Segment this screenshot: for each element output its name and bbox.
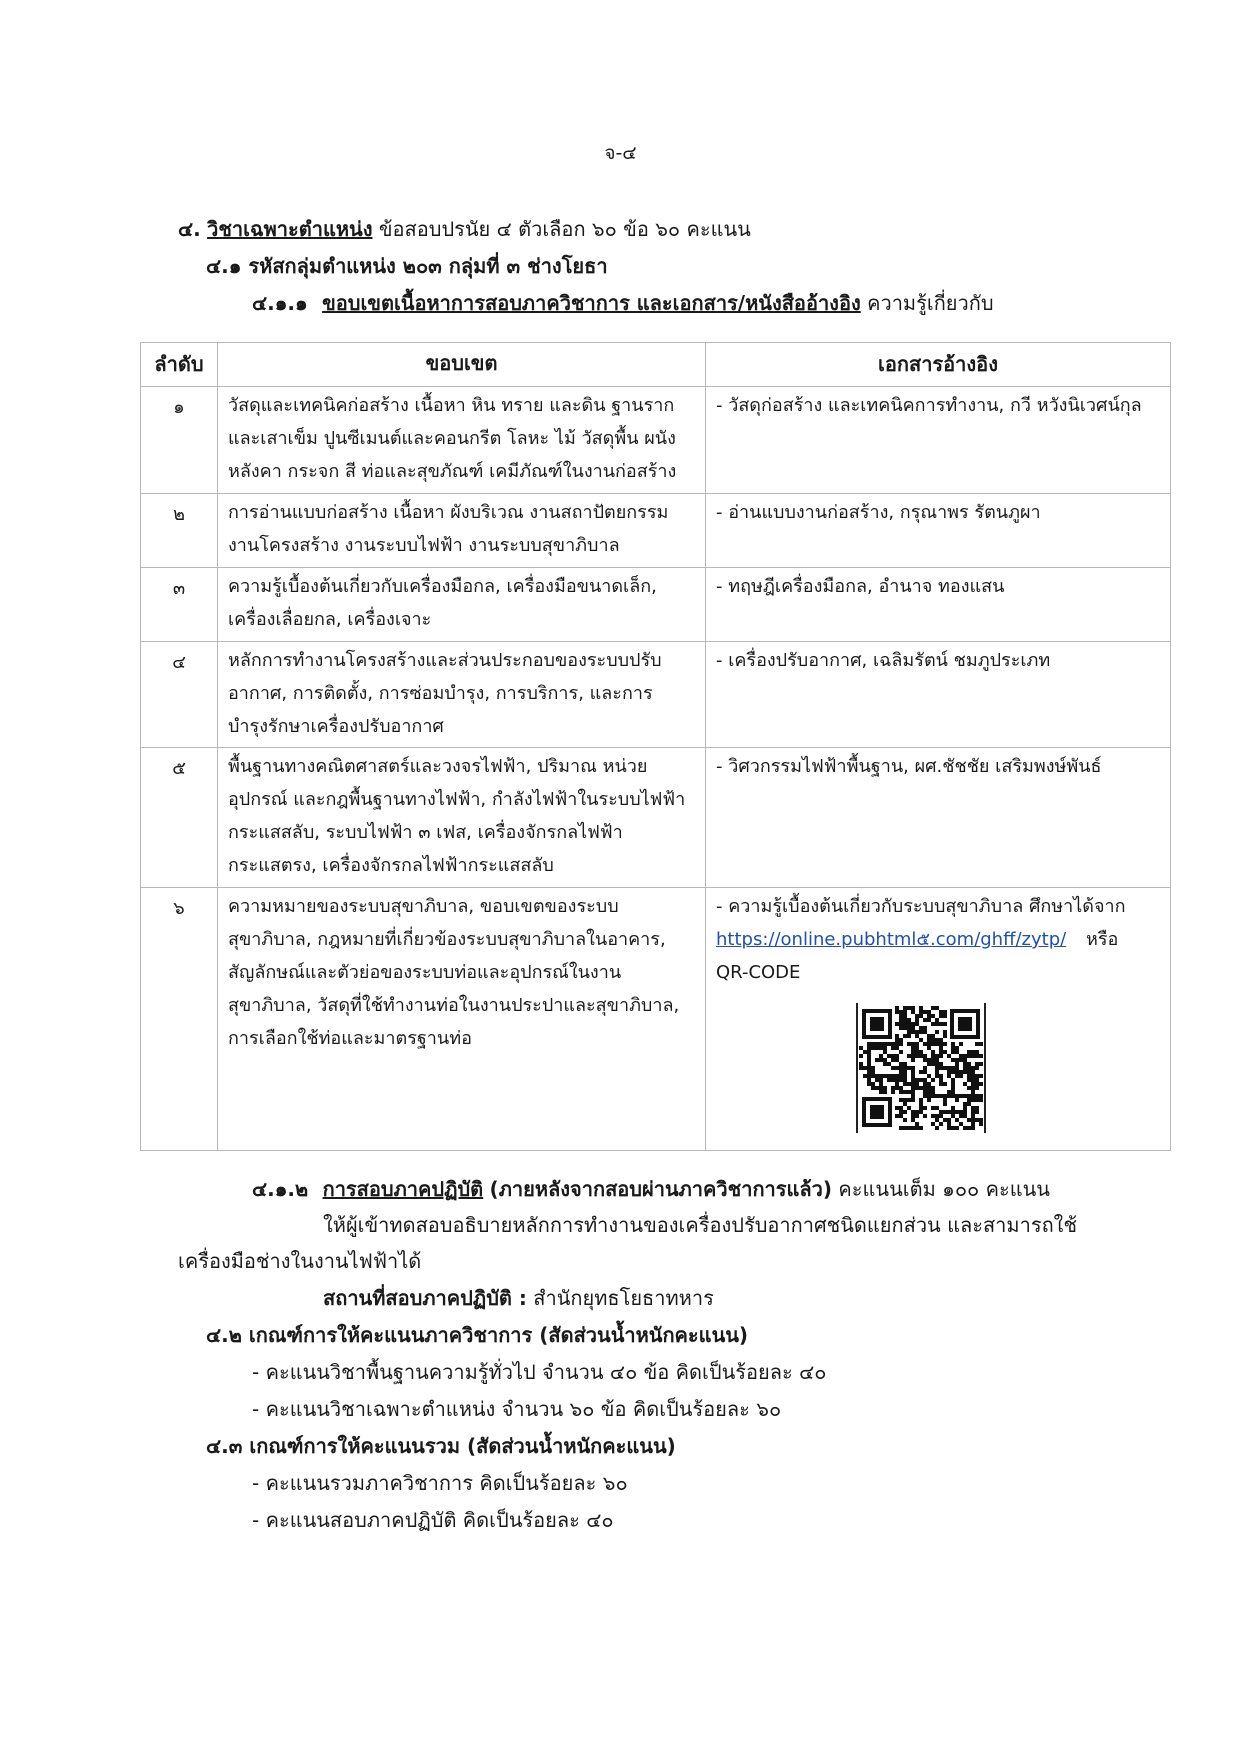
scope-line: หลังคา กระจก สี ท่อและสุขภัณฑ์ เคมีภัณฑ์ในงานก่อสร้าง — [228, 461, 677, 482]
scope-line: การอ่านแบบก่อสร้าง เนื้อหา ผังบริเวณ งานสถาปัตยกรรม — [228, 502, 669, 523]
row-index: ๓ — [141, 568, 218, 642]
row-scope — [218, 568, 706, 642]
section-411-title: ขอบเขตเนื้อหาการสอบภาควิชาการ และเอกสาร/หนังสืออ้างอิง — [322, 291, 861, 315]
scope-line: วัสดุและเทคนิคก่อสร้าง เนื้อหา หิน ทราย และดิน ฐานราก — [228, 395, 675, 416]
scope-line: อุปกรณ์ และกฎพื้นฐานทางไฟฟ้า, กำลังไฟฟ้าในระบบไฟฟ้า — [228, 789, 686, 810]
scope-table — [140, 342, 1171, 1151]
row-index: ๑ — [141, 387, 218, 494]
section-42-item: - คะแนนวิชาเฉพาะตำแหน่ง จำนวน ๖๐ ข้อ คิดเป็นร้อยละ ๖๐ — [252, 1397, 782, 1421]
scope-line: งานโครงสร้าง งานระบบไฟฟ้า งานระบบสุขาภิบาล — [228, 535, 620, 556]
reference-line: - อ่านแบบงานก่อสร้าง, กรุณาพร รัตนภูผา — [716, 502, 1041, 523]
scope-line: และเสาเข็ม ปูนซีเมนต์และคอนกรีต โลหะ ไม้ วัสดุพื้น ผนัง — [228, 428, 676, 449]
row-reference — [706, 568, 1171, 642]
reference-link-line — [716, 923, 1160, 956]
section-411-heading — [252, 289, 994, 317]
section-411-suffix: ความรู้เกี่ยวกับ — [867, 291, 994, 315]
reference-line: - วัสดุก่อสร้าง และเทคนิคการทำงาน, กวี หวังนิเวศน์กุล — [716, 395, 1142, 416]
row-index: ๖ — [141, 888, 218, 1151]
section-412-desc-1: ให้ผู้เข้าทดสอบอธิบายหลักการทำงานของเครื่องปรับอากาศชนิดแยกส่วน และสามารถใช้ — [323, 1213, 1078, 1237]
scope-line: ความหมายของระบบสุขาภิบาล, ขอบเขตของระบบ — [228, 896, 619, 917]
section-42-heading: ๔.๒ เกณฑ์การให้คะแนนภาควิชาการ (สัดส่วนน้ำหนักคะแนน) — [206, 1323, 749, 1347]
row-reference — [706, 494, 1171, 568]
reference-link-suffix: หรือ — [1085, 929, 1119, 950]
header-reference: เอกสารอ้างอิง — [706, 343, 1171, 387]
section-412-heading — [252, 1175, 1050, 1203]
row-scope — [218, 494, 706, 568]
row-index: ๔ — [141, 642, 218, 748]
reference-line: - วิศวกรรมไฟฟ้าพื้นฐาน, ผศ.ชัชชัย เสริมพงษ์พันธ์ — [716, 756, 1102, 777]
row-scope — [218, 888, 706, 1151]
header-scope: ขอบเขต — [218, 343, 706, 387]
table-row — [141, 888, 1171, 1151]
section-4-desc: ข้อสอบปรนัย ๔ ตัวเลือก ๖๐ ข้อ ๖๐ คะแนน — [378, 217, 751, 241]
section-4-number: ๔. — [178, 217, 201, 241]
scope-line: สุขาภิบาล, วัสดุที่ใช้ทำงานท่อในงานประปาและสุขาภิบาล, — [228, 995, 680, 1016]
scope-line: หลักการทำงานโครงสร้างและส่วนประกอบของระบบปรับ — [228, 650, 662, 671]
table-row — [141, 387, 1171, 494]
section-411-number: ๔.๑.๑ — [252, 291, 308, 315]
reference-line: - ความรู้เบื้องต้นเกี่ยวกับระบบสุขาภิบาล ศึกษาได้จาก — [716, 896, 1126, 917]
row-reference — [706, 748, 1171, 888]
section-43-item: - คะแนนรวมภาควิชาการ คิดเป็นร้อยละ ๖๐ — [252, 1471, 628, 1495]
row-scope — [218, 748, 706, 888]
section-412-number: ๔.๑.๒ — [252, 1177, 309, 1201]
row-index: ๒ — [141, 494, 218, 568]
scope-line: สัญลักษณ์และตัวย่อของระบบท่อและอุปกรณ์ในงาน — [228, 962, 622, 983]
page-number: จ-๔ — [604, 142, 637, 164]
venue-value: สำนักยุทธโยธาทหาร — [533, 1286, 714, 1310]
table-header-row — [141, 343, 1171, 387]
section-41-heading: ๔.๑ รหัสกลุ่มตำแหน่ง ๒๐๓ กลุ่มที่ ๓ ช่างโยธา — [206, 254, 608, 278]
row-reference — [706, 387, 1171, 494]
section-43-item: - คะแนนสอบภาคปฏิบัติ คิดเป็นร้อยละ ๔๐ — [252, 1508, 614, 1532]
scope-line: เครื่องเลื่อยกล, เครื่องเจาะ — [228, 609, 432, 630]
scope-line: กระแสสลับ, ระบบไฟฟ้า ๓ เฟส, เครื่องจักรกลไฟฟ้า — [228, 822, 623, 843]
scope-line: พื้นฐานทางคณิตศาสตร์และวงจรไฟฟ้า, ปริมาณ หน่วย — [228, 756, 648, 777]
table-row — [141, 642, 1171, 748]
scope-line: บำรุงรักษาเครื่องปรับอากาศ — [228, 716, 444, 737]
section-412-title: การสอบภาคปฏิบัติ — [322, 1177, 484, 1201]
reference-link[interactable]: https://online.pubhtml๕.com/ghff/zytp/ — [716, 929, 1067, 950]
section-412-venue — [323, 1284, 714, 1312]
section-42-item: - คะแนนวิชาพื้นฐานความรู้ทั่วไป จำนวน ๔๐ ข้อ คิดเป็นร้อยละ ๔๐ — [252, 1360, 827, 1384]
scope-line: การเลือกใช้ท่อและมาตรฐานท่อ — [228, 1028, 472, 1049]
section-412-paren: (ภายหลังจากสอบผ่านภาควิชาการแล้ว) — [489, 1177, 833, 1201]
header-index: ลำดับ — [141, 343, 218, 387]
venue-label: สถานที่สอบภาคปฏิบัติ : — [323, 1286, 527, 1310]
scope-line: ความรู้เบื้องต้นเกี่ยวกับเครื่องมือกล, เครื่องมือขนาดเล็ก, — [228, 576, 657, 597]
qr-code-image — [856, 1003, 986, 1133]
table-row — [141, 748, 1171, 888]
scope-line: อากาศ, การติดตั้ง, การซ่อมบำรุง, การบริการ, และการ — [228, 683, 653, 704]
scope-line: สุขาภิบาล, กฎหมายที่เกี่ยวข้องระบบสุขาภิบาลในอาคาร, — [228, 929, 666, 950]
row-scope — [218, 387, 706, 494]
table-row — [141, 494, 1171, 568]
reference-line: - เครื่องปรับอากาศ, เฉลิมรัตน์ ชมภูประเภท — [716, 650, 1051, 671]
section-4-heading — [178, 215, 751, 243]
scope-line: กระแสตรง, เครื่องจักรกลไฟฟ้ากระแสสลับ — [228, 855, 554, 876]
row-index: ๕ — [141, 748, 218, 888]
section-412-score: คะแนนเต็ม ๑๐๐ คะแนน — [838, 1177, 1050, 1201]
reference-line: - ทฤษฎีเครื่องมือกล, อำนาจ ทองแสน — [716, 576, 1005, 597]
section-43-heading: ๔.๓ เกณฑ์การให้คะแนนรวม (สัดส่วนน้ำหนักคะแนน) — [206, 1434, 676, 1458]
row-reference — [706, 888, 1171, 1151]
section-4-title: วิชาเฉพาะตำแหน่ง — [207, 217, 373, 241]
qr-code-label: QR-CODE — [716, 962, 801, 983]
row-reference — [706, 642, 1171, 748]
section-412-desc-2: เครื่องมือช่างในงานไฟฟ้าได้ — [178, 1249, 422, 1273]
table-row — [141, 568, 1171, 642]
row-scope — [218, 642, 706, 748]
